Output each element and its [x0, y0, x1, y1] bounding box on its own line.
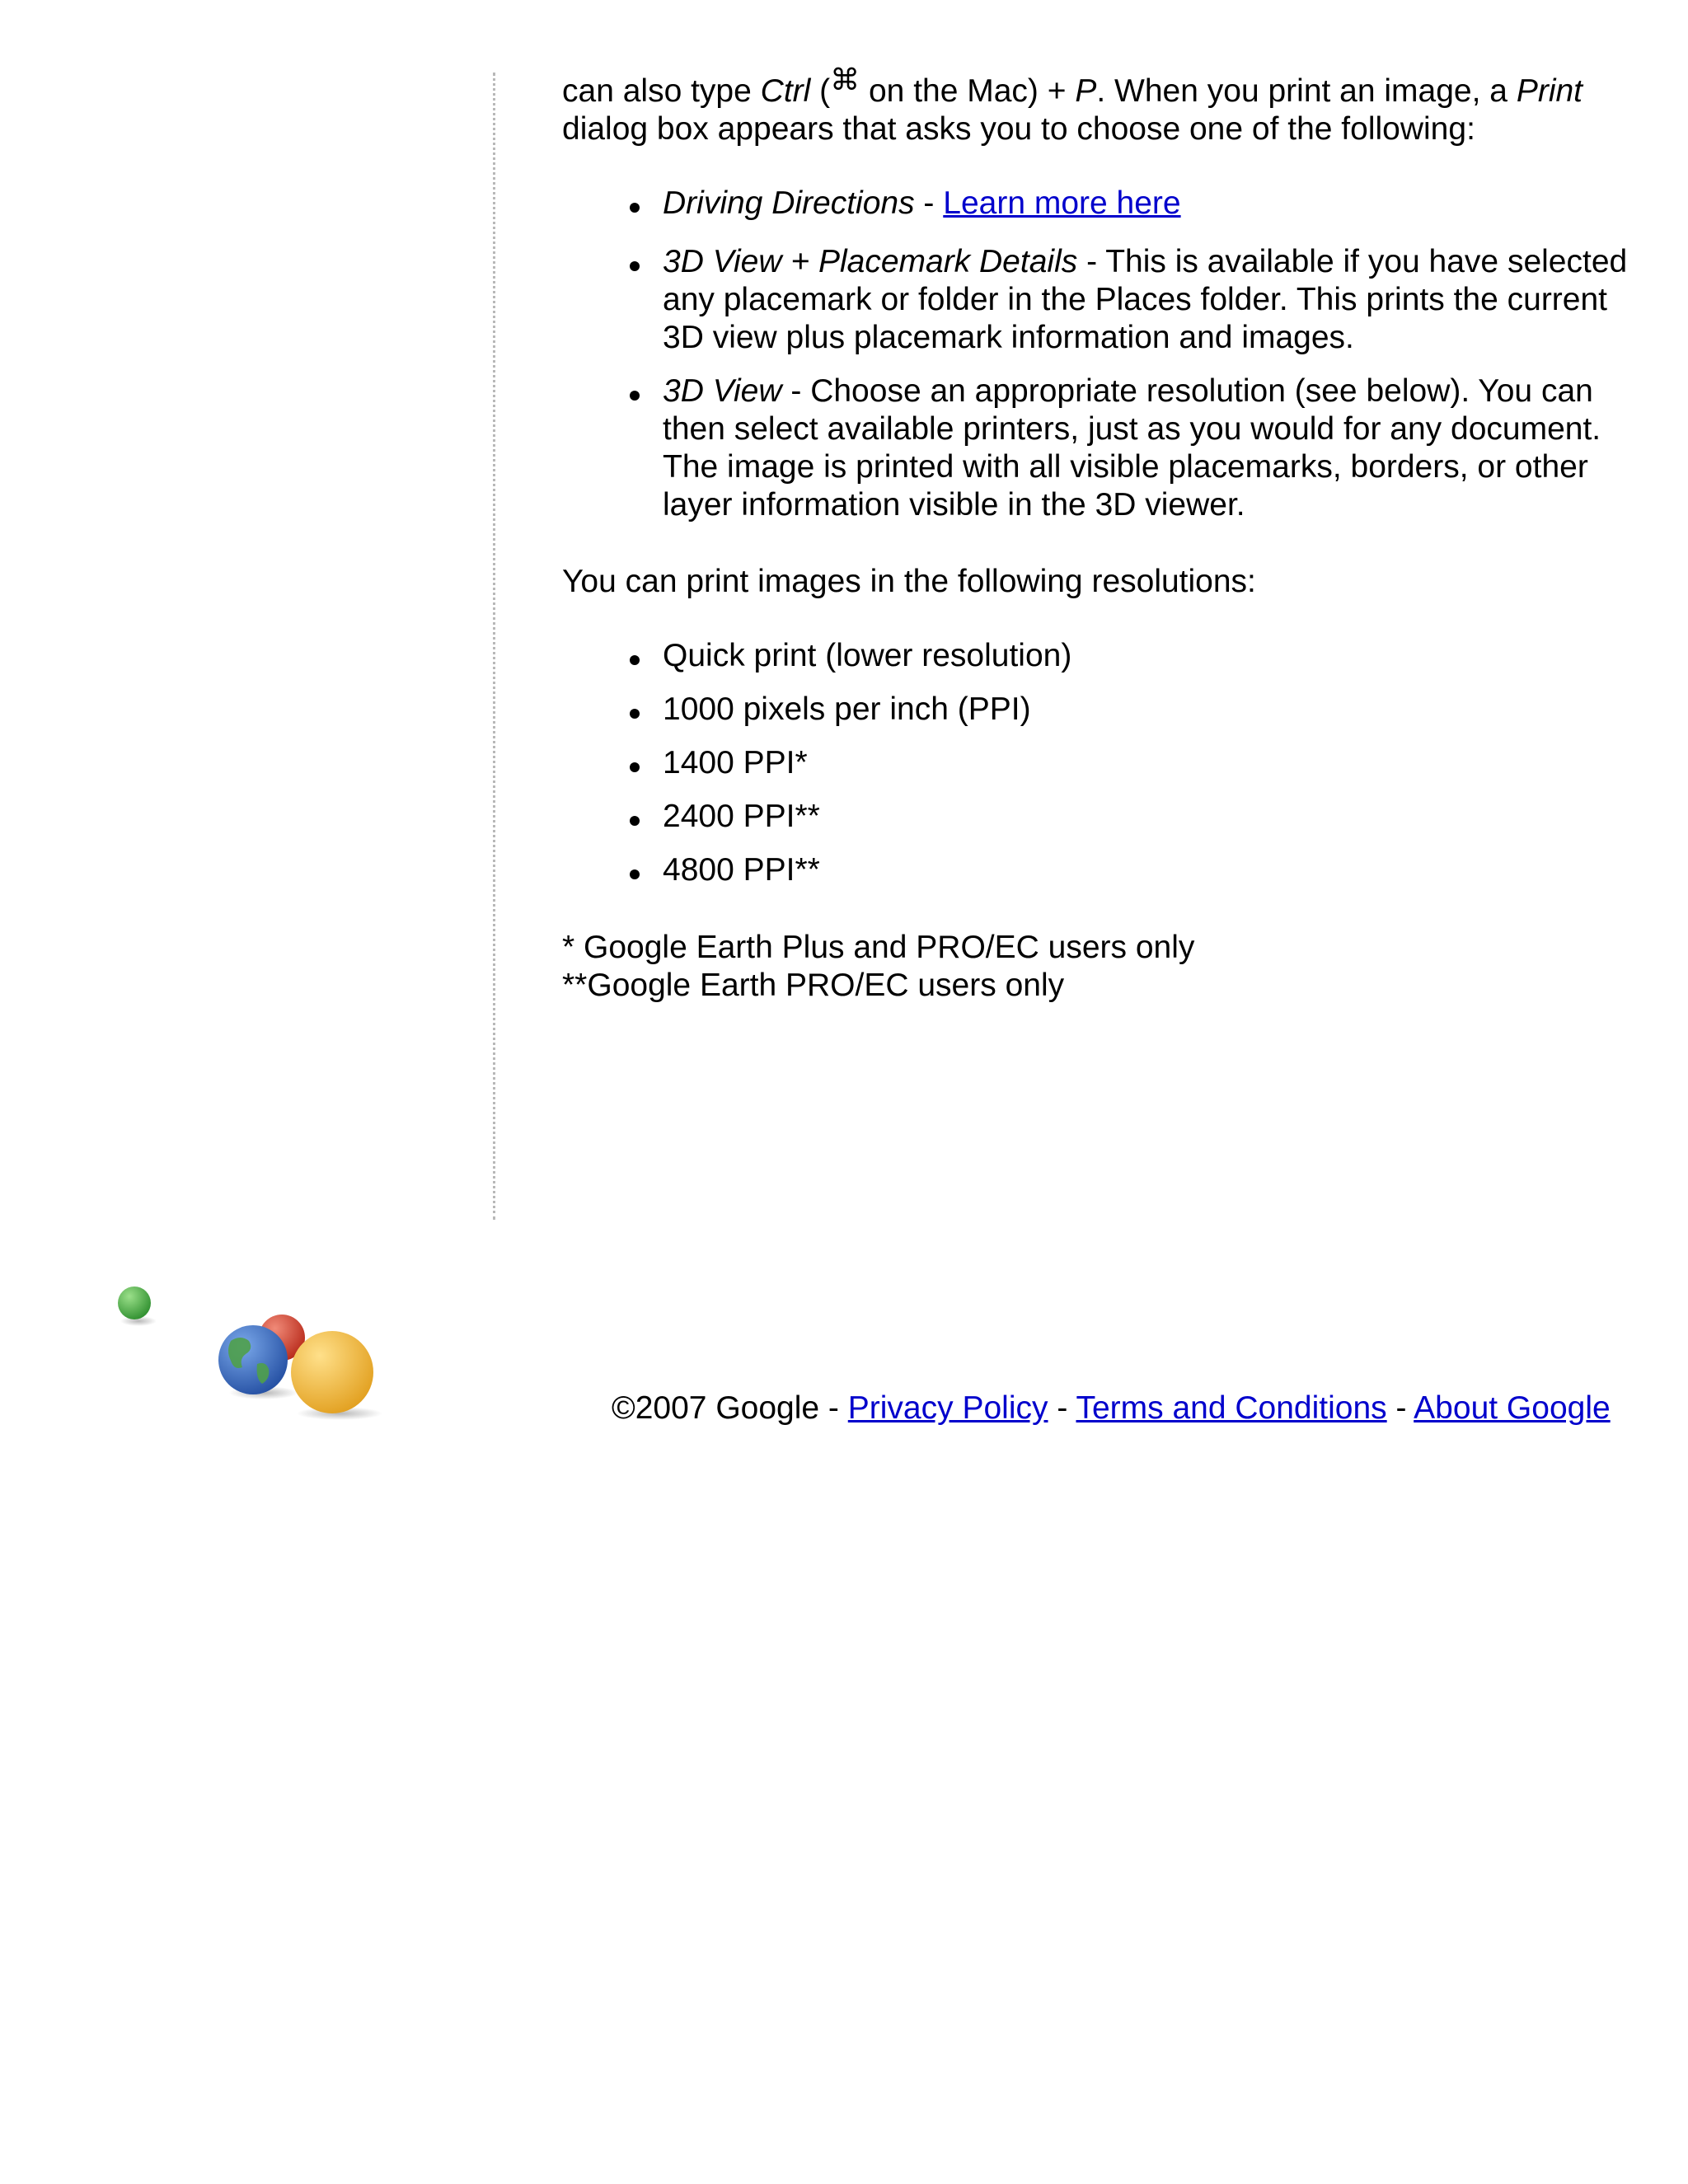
intro-paragraph	[562, 63, 1634, 148]
intro-text-2: on the Mac) +	[860, 73, 1076, 109]
list-item	[562, 185, 1634, 223]
help-content	[562, 63, 1634, 1005]
intro-text-1: can also type	[562, 73, 761, 109]
green-ball-icon	[118, 1286, 151, 1319]
footer-separator: -	[1386, 1390, 1414, 1426]
copyright-text: ©2007 Google	[612, 1390, 820, 1426]
yellow-ball-icon	[291, 1331, 373, 1413]
footnotes	[562, 929, 1634, 1005]
option-title: Driving Directions	[663, 185, 915, 221]
privacy-policy-link[interactable]: Privacy Policy	[847, 1390, 1048, 1426]
footer-separator: -	[819, 1390, 848, 1426]
footer	[612, 1390, 1611, 1427]
list-item: 1400 PPI*	[562, 744, 1634, 782]
list-item: 2400 PPI**	[562, 798, 1634, 836]
option-separator: -	[781, 373, 811, 409]
command-key-icon: ⌘	[830, 63, 860, 96]
about-google-link[interactable]: About Google	[1414, 1390, 1611, 1426]
terms-and-conditions-link[interactable]: Terms and Conditions	[1076, 1390, 1387, 1426]
intro-text-3: . When you print an image, a	[1096, 73, 1517, 109]
print-dialog-name: Print	[1516, 73, 1583, 109]
intro-text-4: dialog box appears that asks you to choose one of the following:	[562, 111, 1475, 147]
p-key: P	[1075, 73, 1097, 109]
option-title: 3D View	[663, 373, 782, 409]
option-separator: -	[914, 185, 944, 221]
resolutions-intro: You can print images in the following resolutions:	[562, 564, 1256, 599]
intro-paren: (	[810, 73, 831, 109]
list-item	[562, 373, 1634, 524]
list-item: 4800 PPI**	[562, 851, 1634, 889]
learn-more-link[interactable]: Learn more here	[943, 185, 1181, 221]
list-item: Quick print (lower resolution)	[562, 637, 1634, 675]
footnote-plus: * Google Earth Plus and PRO/EC users only	[562, 930, 1195, 965]
footnote-pro: **Google Earth PRO/EC users only	[562, 968, 1065, 1003]
sidebar-divider	[493, 73, 495, 1220]
globe-icon	[218, 1325, 288, 1394]
list-item: 1000 pixels per inch (PPI)	[562, 691, 1634, 729]
list-item	[562, 243, 1634, 357]
ctrl-key: Ctrl	[760, 73, 811, 109]
footer-separator: -	[1048, 1390, 1076, 1426]
option-description: Choose an appropriate resolution (see below). You can then select available printers, just as you would for any document. The image is printed with all visible placemarks, borders, or other layer information visible in the 3D viewer.	[663, 373, 1601, 523]
option-description: This is available if you have selected any placemark or folder in the Places folder. This prints the current 3D view plus placemark information and images.	[663, 244, 1628, 355]
resolutions-list	[562, 637, 1634, 889]
google-earth-logo-icon	[107, 1282, 396, 1422]
option-separator: -	[1077, 244, 1106, 279]
option-title: 3D View + Placemark Details	[663, 244, 1078, 279]
print-options-list	[562, 185, 1634, 524]
